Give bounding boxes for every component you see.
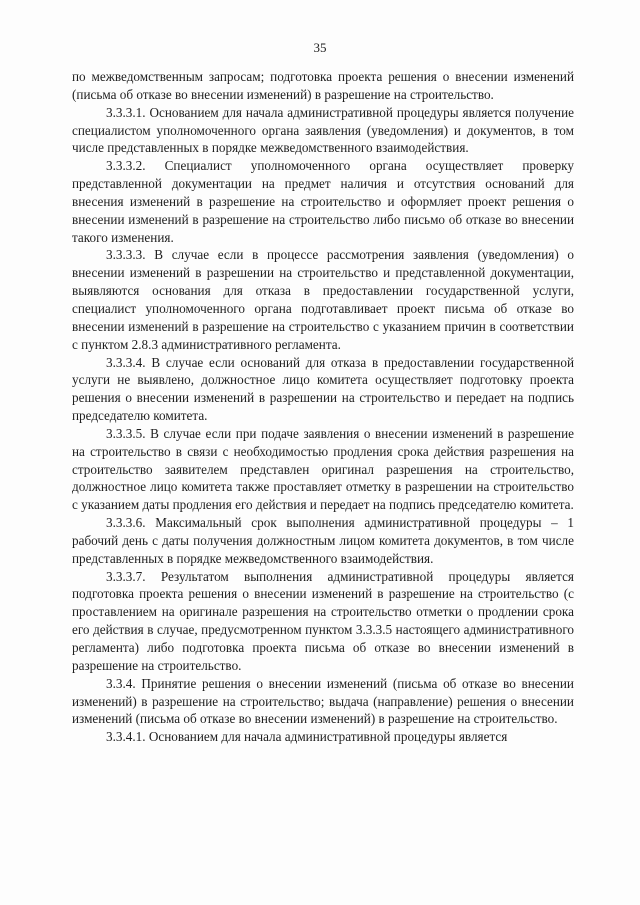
paragraph-3-3-3-2: 3.3.3.2. Специалист уполномоченного органа осуществляет проверку представленной документации на предмет наличия и отсутствия оснований для внесения изменений в разрешение на строительство и оформляет проект решения о внесении изменений в разрешение на строительство либо письмо об отказе во внесении такого изменения. <box>72 158 574 245</box>
paragraph-3-3-4-1: 3.3.4.1. Основанием для начала административной процедуры является <box>106 729 508 745</box>
paragraph-continuation: по межведомственным запросам; подготовка проекта решения о внесении изменений (письма об отказе во внесении изменений) в разрешение на строительство. <box>72 69 574 102</box>
paragraph-3-3-3-4: 3.3.3.4. В случае если оснований для отказа в предоставлении государственной услуги не выявлено, должностное лицо комитета осуществляет подготовку проекта решения о внесении изменений в разрешении на строительство и передает на подпись председателю комитета. <box>72 354 574 424</box>
paragraph-3-3-3-7: 3.3.3.7. Результатом выполнения административной процедуры является подготовка проекта решения о внесении изменений в разрешение на строительство (с проставлением на оригинале разрешения на строительство отметки о продлении срока его действия в случае, предусмотренном пунктом 3.3.3.5 настоящего административного регламента) либо подготовка проекта письма об отказе во внесении изменений в разрешение на строительство. <box>72 568 574 673</box>
paragraph-3-3-3-5: 3.3.3.5. В случае если при подаче заявления о внесении изменений в разрешение на строительство в связи с необходимостью продления срока действия разрешения на строительство заявителем представлен оригинал разрешения на строительство, должностное лицо комитета также проставляет отметку в разрешении на строительство с указанием даты продления его действия и передает на подпись председателю комитета. <box>72 425 574 513</box>
paragraph-3-3-3-3: 3.3.3.3. В случае если в процессе рассмотрения заявления (уведомления) о внесении изменений в разрешении на строительство и представленной документации, выявляются основания для отказа в предоставлении государственной услуги, специалист уполномоченного органа подготавливает проект письма об отказе во внесении изменений в разрешение на строительство с указанием причин в соответствии с пунктом 2.8.3 административного регламента. <box>72 247 574 352</box>
paragraph-3-3-4: 3.3.4. Принятие решения о внесении изменений (письма об отказе во внесении изменений) в разрешение на строительство; выдача (направление) решения о внесении изменений (письма об отказе во внесении изменений) в разрешение на строительство. <box>72 675 574 727</box>
document-body <box>72 68 574 746</box>
paragraph-3-3-3-1: 3.3.3.1. Основанием для начала административной процедуры является получение специалистом уполномоченного органа заявления (уведомления) и документов, в том числе представленных в порядке межведомственного взаимодействия. <box>72 104 574 156</box>
paragraph-3-3-3-6: 3.3.3.6. Максимальный срок выполнения административной процедуры – 1 рабочий день с даты получения должностным лицом комитета документов, в том числе представленных в порядке межведомственного взаимодействия. <box>72 515 574 566</box>
page-number: 35 <box>313 40 327 55</box>
